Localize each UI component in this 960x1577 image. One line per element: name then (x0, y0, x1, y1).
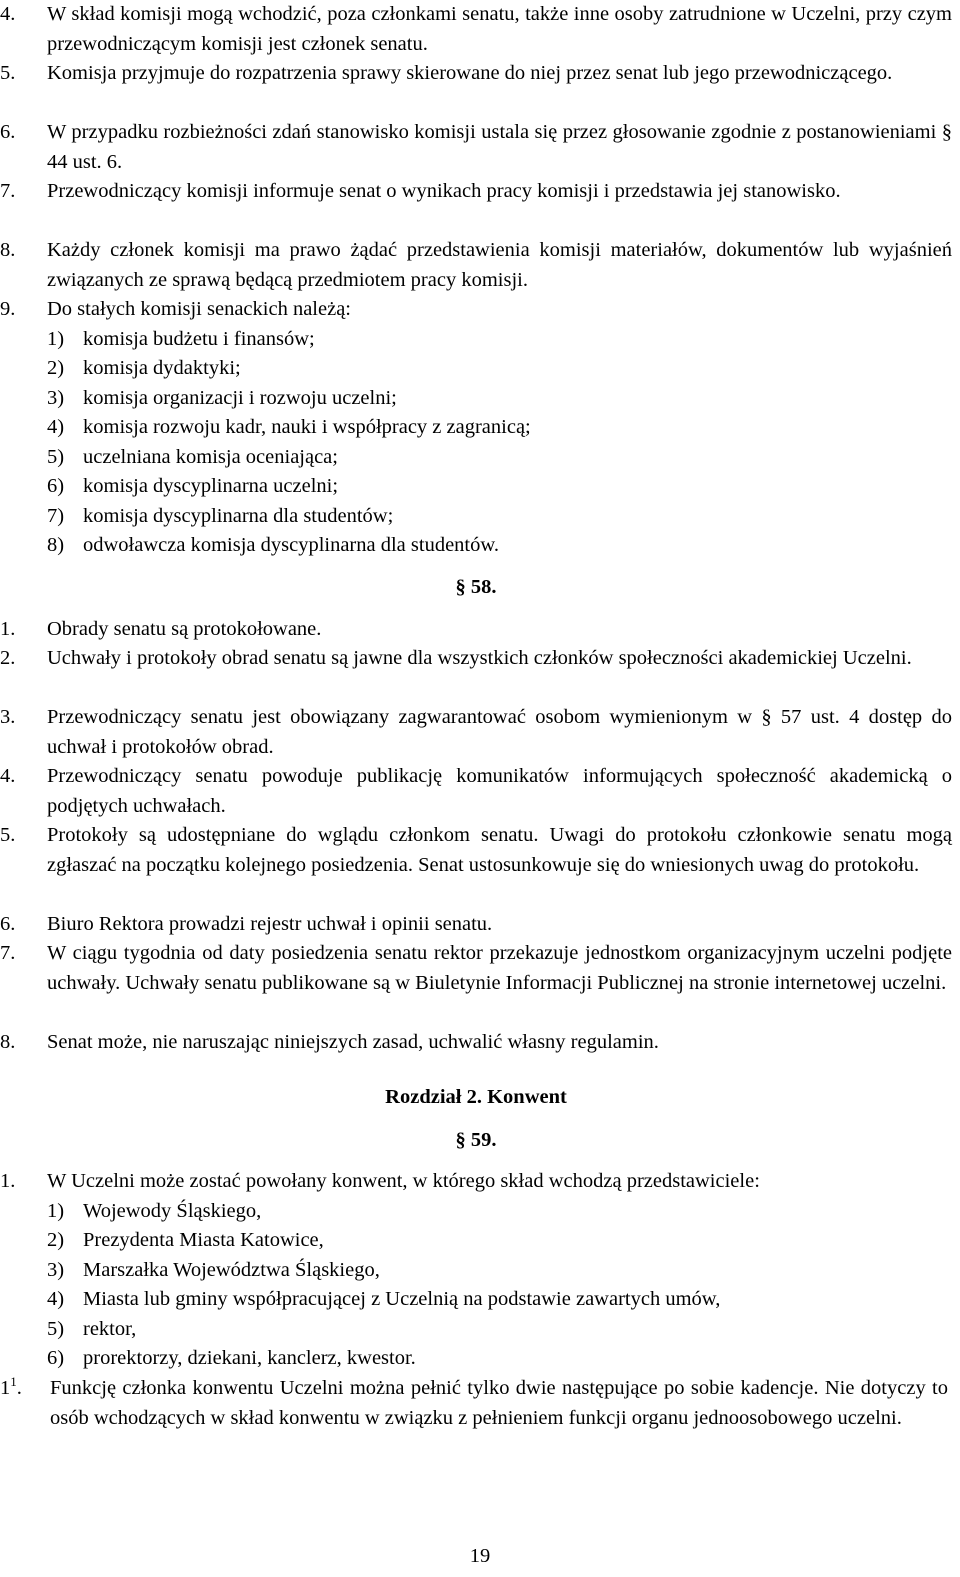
item-number: 8. (0, 239, 16, 261)
item-text: Przewodniczący komisji informuje senat o wynikach pracy komisji i przedstawia jej stanowisko. (47, 180, 841, 202)
sublist-number: 6) (47, 475, 65, 497)
list-item (0, 1028, 952, 1058)
sublist-number: 5) (47, 446, 65, 468)
list-item (0, 1374, 952, 1463)
list-item (0, 703, 952, 762)
chapter-title: Rozdział 2. Konwent (385, 1086, 567, 1108)
sublist-number: 6) (47, 1347, 65, 1369)
item-number: 3. (0, 706, 16, 728)
list-item (0, 615, 952, 645)
sublist-number: 4) (47, 416, 65, 438)
list-item (0, 821, 952, 910)
item-number: 9. (0, 298, 16, 320)
sublist-text: Marszałka Województwa Śląskiego, (83, 1259, 380, 1281)
sublist-item (0, 1315, 952, 1345)
section-heading-58: § 58. (455, 576, 497, 598)
sublist-item (0, 384, 952, 414)
item-text: W przypadku rozbieżności zdań stanowisko komisji ustala się przez głosowanie zgodnie z postanowieniami § 44 ust. 6. (47, 121, 952, 173)
list-item (0, 177, 952, 236)
item-number: 5. (0, 62, 16, 84)
sublist-number: 1) (47, 1200, 65, 1222)
item-number-superscript: 1 (10, 1374, 17, 1390)
item-number: 8. (0, 1031, 16, 1053)
page-number: 19 (469, 1545, 491, 1567)
list-item (0, 910, 952, 940)
list-item (0, 644, 952, 703)
item-text: Biuro Rektora prowadzi rejestr uchwał i opinii senatu. (47, 913, 493, 935)
sublist-text: komisja rozwoju kadr, nauki i współpracy z zagranicą; (83, 416, 531, 438)
item-number: 6. (0, 913, 16, 935)
sublist-item (0, 531, 952, 561)
sublist-text: Miasta lub gminy współpracującej z Uczelnią na podstawie zawartych umów, (83, 1288, 721, 1310)
item-text: Do stałych komisji senackich należą: (47, 298, 351, 320)
list-item (0, 236, 952, 295)
list-item (0, 939, 952, 1028)
item-number (0, 1374, 50, 1404)
sublist-item (0, 1285, 952, 1315)
item-text: W Uczelni może zostać powołany konwent, w którego skład wchodzą przedstawiciele: (47, 1170, 760, 1192)
sublist-item (0, 413, 952, 443)
sublist-item (0, 1197, 952, 1227)
sublist-item (0, 1226, 952, 1256)
list-item (0, 118, 952, 177)
sublist-number: 7) (47, 505, 65, 527)
sublist-text: komisja budżetu i finansów; (83, 328, 315, 350)
sublist-number: 4) (47, 1288, 65, 1310)
item-number: 7. (0, 180, 16, 202)
list-item (0, 762, 952, 821)
item-text: Przewodniczący senatu powoduje publikację komunikatów informujących społeczność akademicką o podjętych uchwałach. (47, 765, 952, 817)
list-item (0, 1167, 952, 1197)
item-text: Funkcję członka konwentu Uczelni można pełnić tylko dwie następujące po sobie kadencje. Nie dotyczy to osób wchodzących w skład konwentu w związku z pełnieniem funkcji organu jednoosobowego uczelni. (50, 1377, 948, 1429)
sublist-number: 2) (47, 357, 65, 379)
item-number: 2. (0, 647, 16, 669)
item-number: 1. (0, 1170, 16, 1192)
sublist-text: rektor, (83, 1318, 137, 1340)
sublist-number: 5) (47, 1318, 65, 1340)
sublist-item (0, 1256, 952, 1286)
sublist-item (0, 443, 952, 473)
sublist-text: komisja dyscyplinarna dla studentów; (83, 505, 394, 527)
item-text: Protokoły są udostępniane do wglądu członkom senatu. Uwagi do protokołu członkowie senatu mogą zgłaszać na początku kolejnego posiedzenia. Senat ustosunkowuje się do wniesionych uwag do protokołu. (47, 824, 952, 876)
item-text: Uchwały i protokoły obrad senatu są jawne dla wszystkich członków społeczności akademickiej Uczelni. (47, 647, 912, 669)
sublist-text: uczelniana komisja oceniająca; (83, 446, 338, 468)
sublist-text: Wojewody Śląskiego, (83, 1200, 262, 1222)
item-number: 5. (0, 824, 16, 846)
sublist-number: 3) (47, 387, 65, 409)
sublist-text: Prezydenta Miasta Katowice, (83, 1229, 324, 1251)
sublist-item (0, 325, 952, 355)
sublist-number: 1) (47, 328, 65, 350)
sublist-item (0, 502, 952, 532)
section-heading-59: § 59. (455, 1129, 497, 1151)
item-text: Każdy członek komisji ma prawo żądać przedstawienia komisji materiałów, dokumentów lub wyjaśnień związanych ze sprawą będącą przedmiotem pracy komisji. (47, 239, 952, 291)
sublist-text: odwoławcza komisja dyscyplinarna dla studentów. (83, 534, 499, 556)
list-item (0, 0, 952, 59)
sublist-item (0, 1344, 952, 1374)
item-text: Senat może, nie naruszając niniejszych zasad, uchwalić własny regulamin. (47, 1031, 659, 1053)
item-number: 6. (0, 121, 16, 143)
sublist-text: komisja dydaktyki; (83, 357, 241, 379)
sublist-item (0, 354, 952, 384)
item-text: W ciągu tygodnia od daty posiedzenia senatu rektor przekazuje jednostkom organizacyjnym uczelni podjęte uchwały. Uchwały senatu publikowane są w Biuletynie Informacji Publicznej na stronie internetowej uczelni. (47, 942, 952, 994)
item-number-main: 1 (0, 1377, 11, 1399)
item-text: Komisja przyjmuje do rozpatrzenia sprawy skierowane do niej przez senat lub jego przewodniczącego. (47, 62, 893, 84)
item-number: 1. (0, 618, 16, 640)
item-text: Przewodniczący senatu jest obowiązany zagwarantować osobom wymienionym w § 57 ust. 4 dostęp do uchwał i protokołów obrad. (47, 706, 952, 758)
sublist-item (0, 472, 952, 502)
list-item (0, 295, 952, 325)
sublist-text: komisja dyscyplinarna uczelni; (83, 475, 339, 497)
item-number: 4. (0, 765, 16, 787)
sublist-number: 2) (47, 1229, 65, 1251)
list-item (0, 59, 952, 118)
sublist-text: komisja organizacji i rozwoju uczelni; (83, 387, 397, 409)
item-number: 7. (0, 942, 16, 964)
item-text: W skład komisji mogą wchodzić, poza członkami senatu, także inne osoby zatrudnione w Uczelni, przy czym przewodniczącym komisji jest członek senatu. (47, 3, 952, 55)
item-text: Obrady senatu są protokołowane. (47, 618, 322, 640)
sublist-text: prorektorzy, dziekani, kanclerz, kwestor. (83, 1347, 416, 1369)
sublist-number: 3) (47, 1259, 65, 1281)
sublist-number: 8) (47, 534, 65, 556)
item-number: 4. (0, 3, 16, 25)
item-number-dot: . (16, 1377, 22, 1399)
